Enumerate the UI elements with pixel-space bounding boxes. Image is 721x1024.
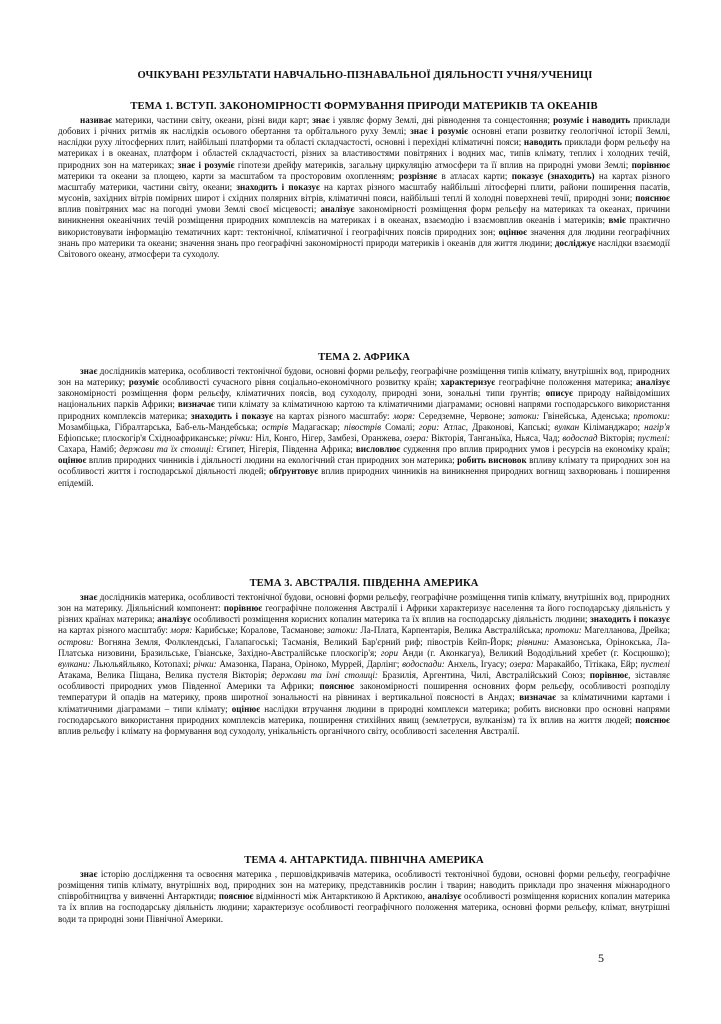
text-run: приклади добових і річних ритмів як наслідків осьового обертання та орбітального руху Землі;: [58, 115, 670, 137]
section-paragraph: [58, 592, 670, 737]
category-label: водоспади:: [402, 658, 445, 669]
category-label: протоки:: [545, 625, 582, 636]
page-number: 5: [598, 951, 604, 965]
section-heading: ТЕМА 3. АВСТРАЛІЯ. ПІВДЕННА АМЕРИКА: [249, 578, 479, 589]
category-label: водоспад: [562, 432, 598, 443]
text-run: відмінності між Антарктикою й Арктикою,: [253, 891, 428, 902]
emphasis-verb: пояснює: [635, 193, 670, 204]
category-label: гори: [380, 647, 399, 658]
page-title: ОЧІКУВАНІ РЕЗУЛЬТАТИ НАВЧАЛЬНО-ПІЗНАВАЛЬНОЇ ДІЯЛЬНОСТІ УЧНЯ/УЧЕНИЦІ: [137, 70, 593, 81]
category-label: острови:: [58, 636, 94, 647]
category-label: річки:: [229, 432, 253, 443]
emphasis-verb: знає: [80, 366, 98, 376]
text-run: Вікторія;: [597, 432, 638, 443]
section-topic-2: [58, 352, 670, 489]
emphasis-verb: знаходить і показує: [236, 181, 320, 192]
emphasis-verb: описує: [545, 388, 573, 399]
emphasis-verb: називає: [80, 115, 113, 125]
emphasis-verb: характеризує: [440, 377, 496, 388]
text-run: Амазонка, Парана, Оріноко, Муррей, Дарлінг;: [216, 658, 403, 669]
text-run: закономірності поширення основних форм рельєфу, особливості розподілу температури й опадів на материку, прояв широтної зональності на рівнинах і вертикальної поясності в Андах;: [58, 681, 670, 703]
text-run: на картах різного масштабу:: [272, 410, 394, 421]
text-run: Карибське; Коралове, Тасманове;: [192, 625, 328, 636]
text-run: Гвінейська, Аденська;: [539, 410, 634, 421]
text-run: Ла-Плата, Карпентарія, Велика Австралійська;: [358, 625, 546, 636]
emphasis-verb: знаходить і показує: [590, 614, 670, 625]
text-run: Вогняна Земля, Фолклендські, Галапагоські; Тасманія, Великий Бар'єрний риф; півострів Кейп-Йорк;: [93, 636, 518, 647]
text-run: впливу клімату та природних зон на особливості життя і господарської діяльності людей;: [58, 455, 671, 477]
emphasis-verb: порівнює: [631, 159, 671, 170]
category-label: держави та їх столиці:: [119, 444, 214, 455]
text-run: Вікторія, Танганьїка, Ньяса, Чад;: [428, 432, 563, 443]
category-label: протоки:: [633, 410, 671, 421]
text-run: Анхель, Ігуасу;: [444, 658, 510, 669]
text-run: Сахара, Наміб;: [58, 444, 120, 455]
text-run: гіпотези дрейфу материків, загальну циркуляцію атмосфери та її вплив на природні умови Землі;: [234, 159, 632, 170]
emphasis-verb: досліджує: [554, 237, 596, 248]
text-run: материки та океани за площею, карти за масштабом та просторовим охопленням;: [58, 170, 399, 181]
emphasis-verb: знає: [80, 869, 98, 879]
text-run: історію дослідження та освоєння материка , першовідкривачів материка, особливості тектонічної будови, основні форми рельєфу, географічне розміщення типів клімату, внутрішніх вод, природних зон на материку, представників рослин і тварин; наводить приклади про значення міжнародного співробітництва у вивченні Антарктиди;: [58, 869, 670, 902]
text-run: закономірності розміщення форм рельєфу на материках та океанах, причини виникнення океанічних течій розміщення природних комплексів на материках і в океанах, взаємодію і взаємовплив океанів і материків;: [58, 204, 670, 226]
text-run: судження про вплив природних умов і ресурсів на економіку країн;: [400, 444, 671, 455]
text-run: вплив природних чинників і діяльності людини на екологічний стан природних зон материка;: [86, 455, 458, 466]
category-label: півострів: [344, 421, 382, 432]
category-label: острів: [261, 421, 288, 432]
category-label: нагір'я: [644, 421, 670, 432]
text-run: наслідки втручання людини в природні комплекси материка; робить висновки про основні напрями господарського використання природних комплексів материка, поширення стихійних явищ (землетруси, вулканізм) та їх вплив на життя людей;: [58, 703, 670, 725]
text-run: Маракайбо, Тітікака, Ейр;: [533, 658, 641, 669]
text-run: Середземне, Червоне;: [415, 410, 509, 421]
text-run: і уявляє форму Землі, дні рівнодення та сонцестояння;: [329, 115, 554, 125]
emphasis-verb: наводить: [523, 137, 562, 148]
emphasis-verb: знає і розуміє: [410, 126, 469, 137]
emphasis-verb: оцінює: [58, 455, 87, 466]
text-run: за кліматичними картами і кліматичними діаграмами – типи клімату;: [58, 692, 671, 714]
text-run: Мозамбіцька, Гібралтарська, Баб-ель-Мандебська;: [58, 421, 262, 432]
text-run: Бразилія, Аргентина, Чилі, Австралійський Союз;: [377, 670, 590, 681]
text-run: материки, частини світу, океани, різні види карт;: [112, 115, 313, 125]
emphasis-verb: пояснює: [635, 714, 670, 725]
text-run: особливості розміщення корисних копалин материка та їх вплив на господарську діяльність людини;: [191, 614, 591, 625]
section-paragraph: [58, 869, 670, 935]
text-run: Амазонська, Орінокська, Ла-Платська низовини, Бразильське, Гвіанське, Західно-Австралійське плоскогір'я;: [58, 636, 671, 658]
text-run: закономірності розміщення форм рельєфу, кліматичних поясів, вод суходолу, природні зони, зональні типи ґрунтів;: [58, 388, 546, 399]
emphasis-verb: визначає: [177, 399, 215, 410]
emphasis-verb: знаходить і показує: [190, 410, 273, 421]
emphasis-verb: знає: [80, 592, 98, 602]
text-run: географічне положення материка;: [495, 377, 636, 388]
text-run: Кіліманджаро;: [579, 421, 645, 432]
category-label: гори:: [419, 421, 440, 432]
emphasis-verb: пояснює: [319, 681, 355, 692]
section-heading: ТЕМА 4. АНТАРКТИДА. ПІВНІЧНА АМЕРИКА: [244, 855, 484, 866]
text-run: значення для людини географічних знань про материки та океани; значення знань про географічні закономірності природи материків і океанів для життя людини;: [58, 226, 670, 248]
category-label: моря:: [170, 625, 193, 636]
text-run: дослідників материка, особливості тектонічної будови, основні форми рельєфу, географічне розміщення типів клімату, внутрішніх вод, природних зон на материку. Діяльнісний компонент:: [58, 592, 670, 614]
category-label: пустелі:: [637, 432, 670, 443]
emphasis-verb: обґрунтовує: [269, 466, 319, 477]
section-paragraph: [58, 366, 670, 489]
text-run: вплив природних чинників на виникнення природних вогнищ захворювань і поширення епідемій.: [58, 466, 670, 488]
text-run: в атласах карти;: [437, 170, 512, 181]
text-run: , зіставляє особливості природних умов Південної Америки та Африки;: [58, 670, 671, 692]
text-run: дослідників материка, особливості тектонічної будови, основні форми рельєфу, географічне розміщення типів клімату, внутрішніх вод, природних зон на материку;: [58, 366, 670, 388]
emphasis-verb: знає: [312, 115, 330, 125]
emphasis-verb: пояснює: [218, 891, 254, 902]
text-run: на картах різного масштабу:: [58, 625, 171, 636]
text-run: вплив рельєфу і клімату на формування вод суходолу, унікальність органічного світу, особливості заселення Австралії.: [58, 725, 520, 736]
emphasis-verb: аналізує: [636, 377, 670, 388]
emphasis-verb: оцінює: [498, 226, 528, 237]
category-label: держави та їхні столиці:: [271, 670, 378, 681]
emphasis-verb: показує (знаходить): [511, 170, 595, 181]
text-run: приклади форм рельєфу на материках і в океанах, платформ і областей складчастості, різних за властивостями повітряних і водних мас, типів клімату, теплих і холодних течій, природних зон на материках;: [58, 137, 671, 170]
emphasis-verb: визначає: [519, 692, 557, 703]
text-run: Мадагаскар;: [287, 421, 344, 432]
category-label: затоки:: [327, 625, 359, 636]
emphasis-verb: розуміє: [128, 377, 159, 388]
text-run: Магелланова, Дрейка;: [581, 625, 670, 636]
text-run: наслідки взаємодії Світового океану, атмосфери та суходолу.: [58, 237, 670, 259]
category-label: рівнини:: [517, 636, 550, 647]
emphasis-verb: порівнює: [589, 670, 629, 681]
text-run: географічне положення Австралії і Африки характеризує населення та його господарську діяльність у різних країнах материка;: [58, 603, 670, 625]
section-heading: ТЕМА 2. АФРИКА: [318, 352, 410, 363]
category-label: озера:: [509, 658, 534, 669]
text-run: Ніл, Конго, Нігер, Замбезі, Оранжева,: [252, 432, 405, 443]
category-label: вулкан: [554, 421, 580, 432]
section-topic-3: [58, 578, 670, 737]
text-run: вплив повітряних мас на погодні умови Землі своєї місцевості;: [58, 204, 321, 215]
section-topic-1: [58, 101, 670, 260]
text-run: природу найвідоміших національних парків Африки;: [58, 388, 671, 410]
emphasis-verb: порівнює: [223, 603, 263, 614]
category-label: вулкани:: [58, 658, 91, 669]
emphasis-verb: аналізує: [427, 891, 462, 902]
text-run: Атакама, Велика Піщана, Велика пустеля Вікторія;: [58, 670, 272, 681]
category-label: озера:: [404, 432, 429, 443]
text-run: практично використовувати інформацію тематичних карт: тектонічної, кліматичної і географічних поясів природних зон;: [58, 215, 670, 237]
text-run: Сомалі;: [381, 421, 420, 432]
emphasis-verb: робить висновок: [457, 455, 527, 466]
text-run: Льюльяйльяко, Котопахі;: [90, 658, 194, 669]
category-label: пустелі: [640, 658, 670, 669]
emphasis-verb: аналізує: [320, 204, 355, 215]
emphasis-verb: знає і розуміє: [177, 159, 235, 170]
text-run: типи клімату за кліматичною картою та кліматичними діаграмами; основні напрями господарського використання природних комплексів материка;: [58, 399, 670, 421]
emphasis-verb: аналізує: [157, 614, 192, 625]
section-paragraph: [58, 115, 670, 260]
emphasis-verb: вміє: [608, 215, 626, 226]
section-heading: ТЕМА 1. ВСТУП. ЗАКОНОМІРНОСТІ ФОРМУВАННЯ ПРИРОДИ МАТЕРИКІВ ТА ОКЕАНІВ: [130, 101, 598, 112]
text-run: на картах різного масштабу материки, частини світу, океани;: [58, 170, 671, 192]
text-run: особливості розміщення корисних копалин материка та їх вплив на господарську діяльність людини; характеризує особливості географічного положення материка, основні форми рельєфу, клімат, внутрішні води та природні зони Північної Америки.: [58, 891, 670, 924]
category-label: затоки:: [508, 410, 540, 421]
text-run: особливості сучасного рівня соціально-економічного розвитку країн;: [158, 377, 441, 388]
emphasis-verb: розуміє і наводить: [553, 115, 631, 125]
category-label: моря:: [393, 410, 416, 421]
emphasis-verb: оцінює: [231, 703, 261, 714]
text-run: Єгипет, Нігерія, Південна Африка;: [213, 444, 356, 455]
text-run: основні етапи розвитку геологічної історії Землі, наслідки руху літосферних плит, найбільші платформи та області складчастості, основні і перехідні кліматичні пояси;: [58, 126, 670, 148]
category-label: річки:: [193, 658, 217, 669]
section-topic-4: [58, 855, 670, 935]
text-run: Атлас, Драконові, Капські;: [439, 421, 555, 432]
text-run: Ефіопське; плоскогір'я Східноафриканське;: [58, 432, 230, 443]
text-run: на картах різного масштабу найбільші літосферні плити, райони поширення пасатів, мусонів, західних вітрів помірних широт і східних полярних вітрів, кліматичні пояси, найбільші теплі й холодні поверхневі течії, природні зони;: [58, 181, 670, 204]
text-run: Анди (г. Аконкагуа), Великий Вододільний хребет (г. Косцюшко);: [398, 647, 670, 658]
emphasis-verb: висловлює: [355, 444, 401, 455]
emphasis-verb: розрізняє: [398, 170, 438, 181]
